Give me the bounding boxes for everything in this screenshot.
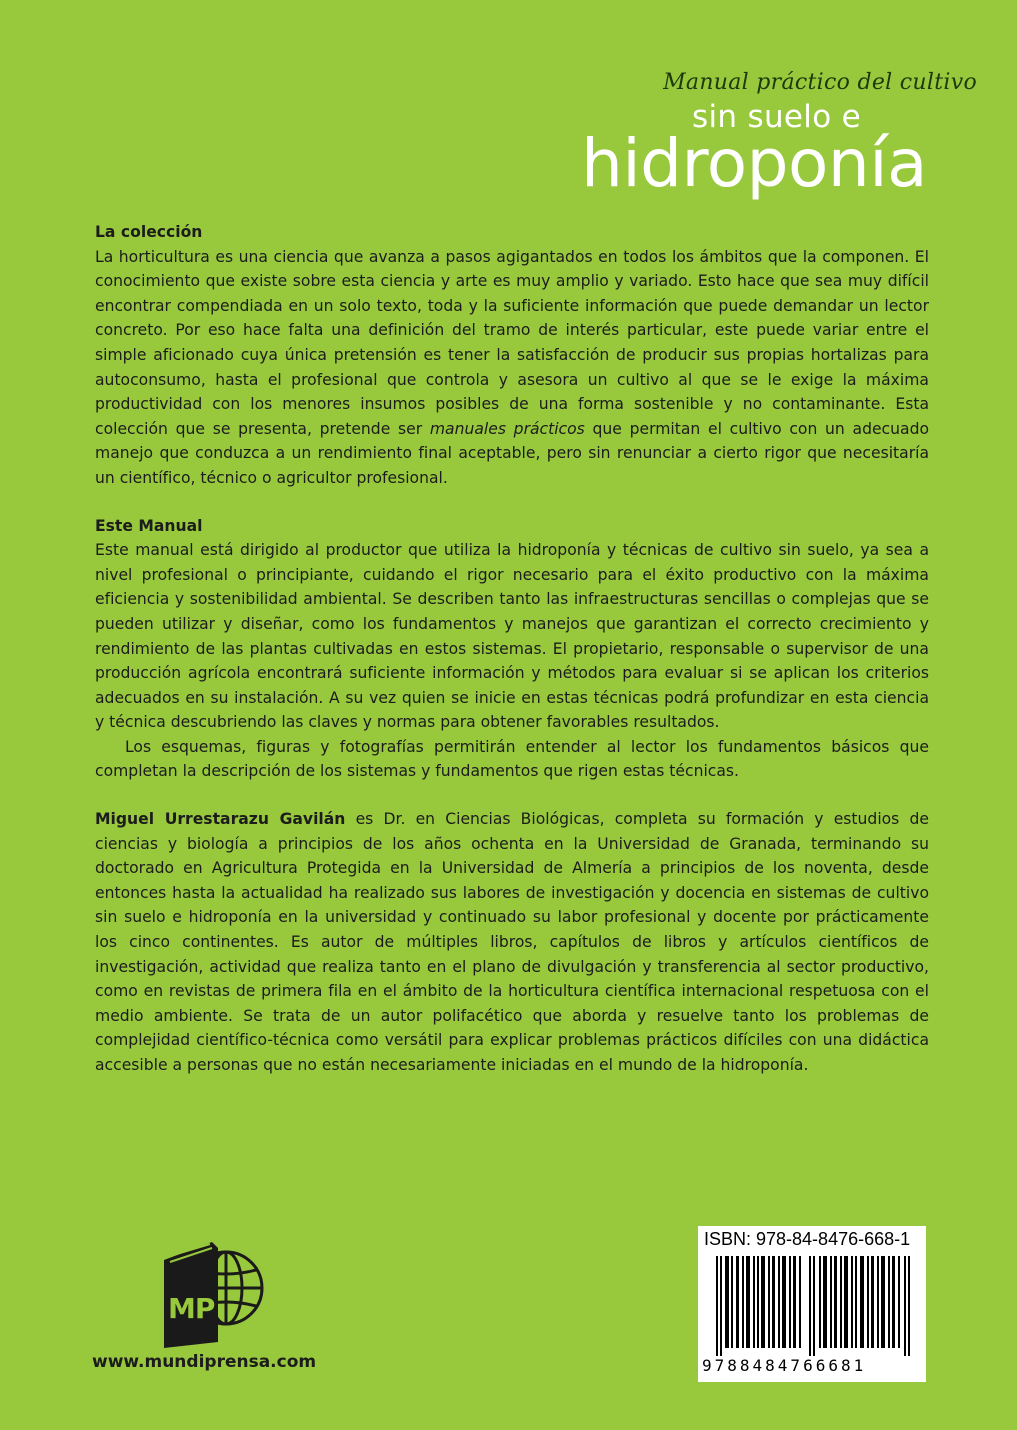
section-body: Los esquemas, figuras y fotografías permitirán entender al lector los fundamentos básicos que completan la descripción de los sistemas y fundamentos que rigen estas técnicas. [95,737,929,781]
publisher-logo [160,1238,270,1354]
author-bio: Miguel Urrestarazu Gavilán es Dr. en Ciencias Biológicas, completa su formación y estudios de ciencias y biología a principios de los años ochenta en la Universidad de Granada, terminando su doctorado en Agricultura Protegida en la Universidad de Almería a principios de los noventa, desde entonces hasta la actualidad ha realizado sus labores de investigación y docencia en sistemas de cultivo sin suelo e hidroponía en la universidad y continuado su labor profesional y docente por prácticamente los cinco continentes. Es autor de múltiples libros, capítulos de libros y artículos científicos de investigación, actividad que realiza tanto en el plano de divulgación y transferencia al sector productivo, como en revistas de primera fila en el ámbito de la horticultura científica internacional respetuosa con el medio ambiente. Se trata de un autor polifacético que aborda y resuelve tanto los problemas de complejidad científico-técnica como versátil para explicar problemas prácticos difíciles con una didáctica accesible a personas que no están necesariamente iniciadas en el mundo de la hidroponía. [95,810,929,1074]
author-name: Miguel Urrestarazu Gavilán [95,810,346,829]
publisher-url[interactable]: www.mundiprensa.com [92,1352,317,1372]
section-author [95,807,929,1078]
section-body: La horticultura es una ciencia que avanza a pasos agigantados en todos los ámbitos que la componen. El conocimiento que existe sobre esta ciencia y arte es muy amplio y variado. Esto hace que sea muy difícil encontrar compendiada en un solo texto, toda y la suficiente información que puede demandar un lector concreto. Por eso hace falta una definición del tramo de interés particular, este puede variar entre el simple aficionado cuya única pretensión es tener la satisfacción de producir sus propias hortalizas para autoconsumo, hasta el profesional que controla y asesora un cultivo al que se le exige la máxima productividad con los menores insumos posibles de una forma sostenible y no contaminante. Esta colección que se presenta, pretende ser manuales prácticos que permitan el cultivo con un adecuado manejo que conduzca a un rendimiento final aceptable, pero sin renunciar a cierto rigor que necesitaría un científico, técnico o agricultor profesional. [95,247,930,487]
isbn-label: ISBN: 978-84-8476-668-1 [704,1229,911,1249]
barcode-digits: 9788484766681 [702,1356,867,1375]
subtitle: sin suelo e [692,99,861,135]
section-body: Este manual está dirigido al productor que utiliza la hidroponía y técnicas de cultivo sin suelo, ya sea a nivel profesional o principiante, cuidando el rigor necesario para el éxito productivo con la máxima eficiencia y sostenibilidad ambiental. Se describen tanto las infraestructuras sencillas o complejas que se pueden utilizar y diseñar, como los fundamentos y manejos que garantizan el correcto crecimiento y rendimiento de las plantas cultivadas en estos sistemas. El propietario, responsable o supervisor de una producción agrícola encontrará suficiente información y métodos para evaluar si se aplican los criterios adecuados en su instalación. A su vez quien se inicie en estas técnicas podrá profundizar en esta ciencia y técnica descubriendo las claves y normas para obtener favorables resultados. [95,541,929,732]
logo-letters: MP [168,1292,215,1325]
isbn-barcode [698,1226,926,1382]
italic-phrase: manuales prácticos [429,419,585,438]
back-cover-text [95,220,929,1101]
section-heading: Este Manual [95,516,203,535]
book-title: hidroponía [580,125,927,202]
barcode-bars [716,1256,912,1356]
section-coleccion [95,220,929,491]
section-manual [95,514,929,785]
section-heading: La colección [95,223,203,241]
handwritten-subtitle: Manual práctico del cultivo [663,70,977,95]
cover-title-block [507,70,977,202]
